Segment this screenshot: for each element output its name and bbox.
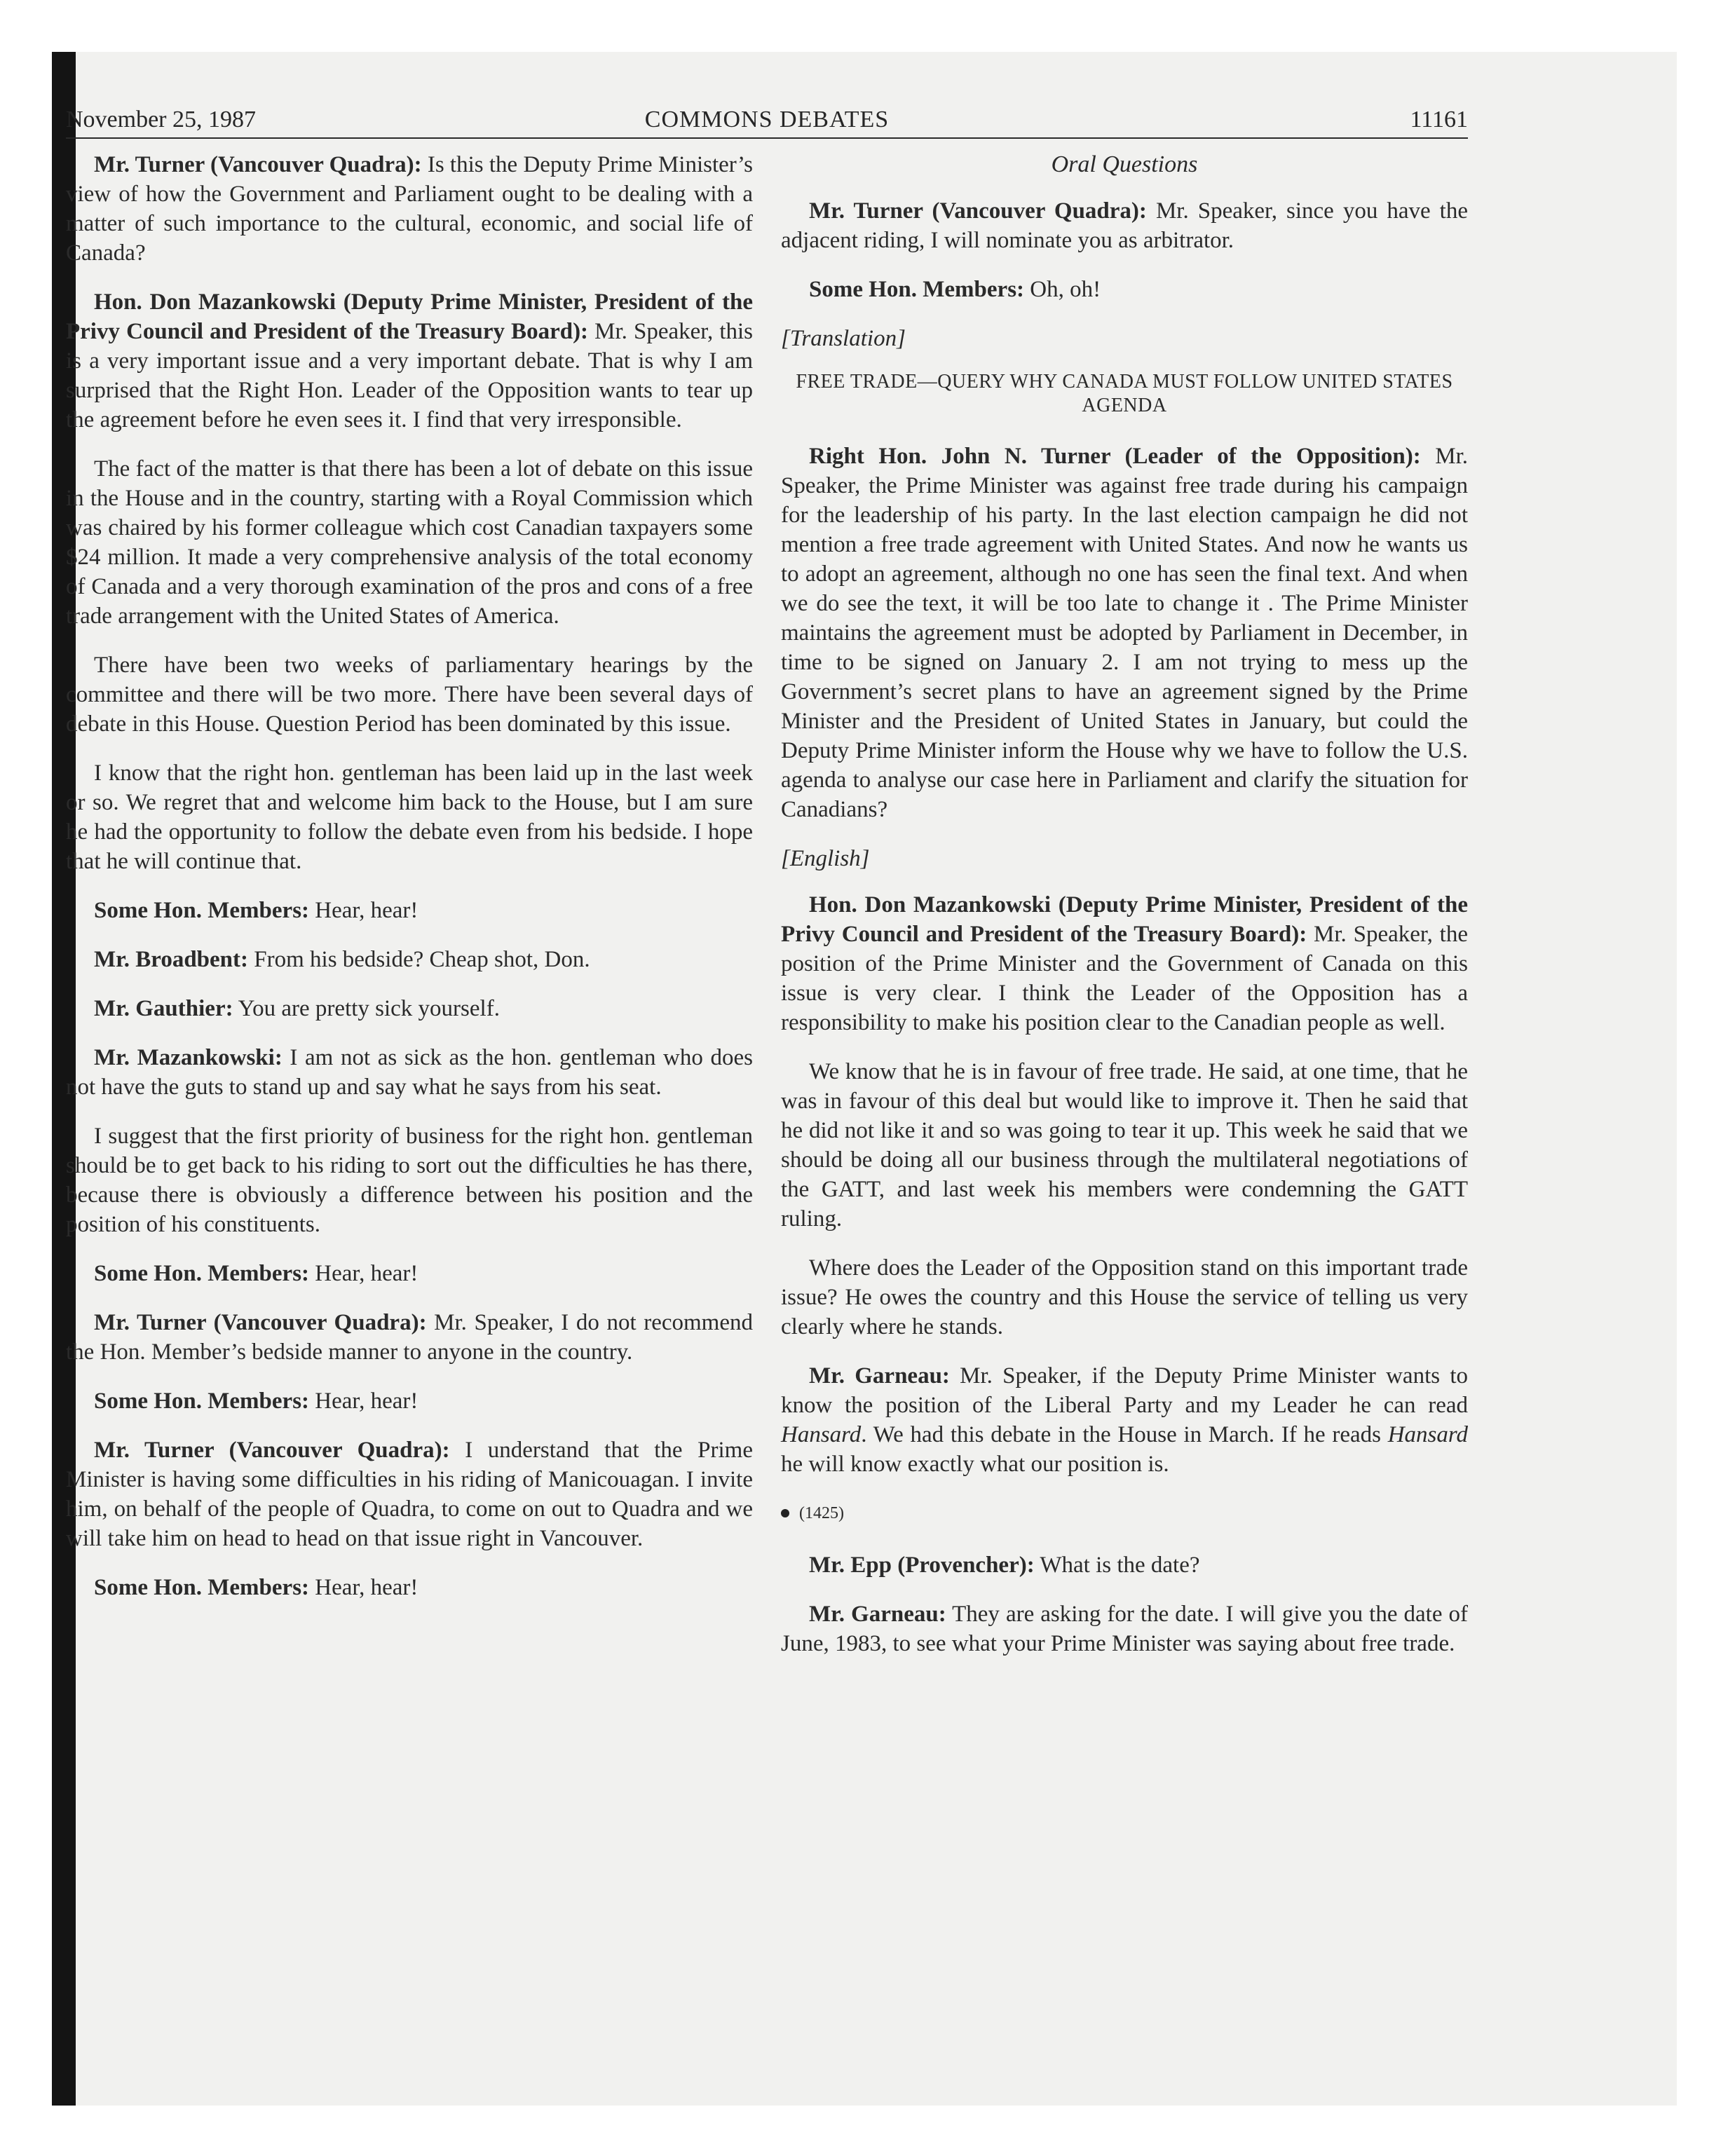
paragraph xyxy=(66,1043,753,1102)
speech: The fact of the matter is that there has been a lot of debate on this issue in the House and in the country, starting with a Royal Commission which was chaired by his former colleague which cost Canadian taxpayers some $24 million. It made a very comprehensive analysis of the total economy of Canada and a very thorough examination of the pros and cons of a free trade arrangement with the United States of America. xyxy=(66,456,753,629)
paragraph xyxy=(66,454,753,631)
speech: I suggest that the first priority of business for the right hon. gentleman should be to get back to his riding to sort out the difficulties he has there, because there is obviously a difference between his position and the position of his constituents. xyxy=(66,1124,753,1237)
paragraph xyxy=(66,1435,753,1553)
speech: Where does the Leader of the Opposition stand on this important trade issue? He owes the country and this House the service of telling us very clearly where he stands. xyxy=(781,1255,1468,1339)
paragraph xyxy=(781,442,1468,824)
speaker: Mr. Garneau: xyxy=(809,1363,950,1389)
paragraph xyxy=(781,890,1468,1037)
time-marker xyxy=(781,1499,1468,1528)
section-heading: Oral Questions xyxy=(1051,151,1198,177)
paragraph xyxy=(66,758,753,876)
paragraph xyxy=(66,650,753,739)
paragraph xyxy=(66,945,753,974)
paragraph xyxy=(66,1386,753,1416)
speaker: Mr. Turner (Vancouver Quadra): xyxy=(94,1310,427,1335)
speaker: Hon. Don Mazankowski (Deputy Prime Minister, President of the Privy Council and President of the Treasury Board): xyxy=(781,892,1468,947)
speech: There have been two weeks of parliamentary hearings by the committee and there will be two more. There have been several days of debate in this House. Question Period has been dominated by this issue. xyxy=(66,653,753,737)
speech: We know that he is in favour of free trade. He said, at one time, that he was in favour of this deal but would like to improve it. Then he said that he did not like it and so was going to tear it up. This week he said that we should be doing all our business through the multilateral negotiations of the GATT, and last week his members were condemning the GATT ruling. xyxy=(781,1059,1468,1231)
header-rule xyxy=(66,137,1468,139)
speech: Hear, hear! xyxy=(309,1261,419,1286)
speech: Mr. Speaker, this is a very important issue and a very important debate. That is why I am surprised that the Right Hon. Leader of the Opposition wants to tear up the agreement before he even sees it. I find that very irresponsible. xyxy=(66,319,754,432)
speaker: Some Hon. Members: xyxy=(94,1261,310,1286)
paragraph xyxy=(66,1573,753,1602)
paragraph xyxy=(66,1308,753,1367)
speaker: Right Hon. John N. Turner (Leader of the Opposition): xyxy=(809,444,1421,469)
speaker: Some Hon. Members: xyxy=(809,277,1025,302)
paragraph xyxy=(781,275,1468,304)
speech: From his bedside? Cheap shot, Don. xyxy=(248,947,590,972)
time-stamp: (1425) xyxy=(799,1504,844,1522)
speech: Mr. Speaker, the Prime Minister was against free trade during his campaign for the leadership of his party. In the last election campaign he did not mention a free trade agreement with United States. And now he wants us to adopt an agreement, although no one has seen the final text. And when we do see the text, it will be too late to change it . The Prime Minister maintains the agreement must be adopted by Parliament in December, in time to be signed on January 2. I am not trying to mess up the Government’s secret plans to have an agreement signed by the Prime Minister and the President of United States in January, but could the Deputy Prime Minister inform the House why we have to follow the U.S. agenda to analyse our case here in Parliament and clarify the situation for Canadians? xyxy=(781,444,1469,822)
subject-heading: FREE TRADE—QUERY WHY CANADA MUST FOLLOW UNITED STATES AGENDA xyxy=(796,371,1453,416)
speech: Mr. Speaker, I do not recommend the Hon. Member’s bedside manner to anyone in the country. xyxy=(66,1310,753,1365)
speaker: Mr. Turner (Vancouver Quadra): xyxy=(809,198,1147,224)
speech: I understand that the Prime Minister is having some difficulties in his riding of Manicouagan. I invite him, on behalf of the people of Quadra, to come on out to Quadra and we will take him on head to head on that issue right in Vancouver. xyxy=(66,1438,753,1551)
english-tag: [English] xyxy=(781,846,870,871)
header-date: November 25, 1987 xyxy=(66,107,257,132)
speech: I am not as sick as the hon. gentleman who does not have the guts to stand up and say what he says from his seat. xyxy=(66,1045,753,1100)
speech: Is this the Deputy Prime Minister’s view of how the Government and Parliament ought to be dealing with a matter of such importance to the cultural, economic, and social life of Canada? xyxy=(66,152,753,266)
bullet-icon xyxy=(781,1509,789,1517)
paragraph xyxy=(781,196,1468,255)
speech: Hear, hear! xyxy=(309,898,419,923)
speaker: Mr. Turner (Vancouver Quadra): xyxy=(94,152,422,177)
paragraph xyxy=(66,287,753,435)
speech: You are pretty sick yourself. xyxy=(233,996,500,1021)
speech: They are asking for the date. I will give you the date of June, 1983, to see what your Prime Minister was saying about free trade. xyxy=(781,1602,1468,1656)
speech: What is the date? xyxy=(1034,1553,1200,1578)
header-title: COMMONS DEBATES xyxy=(644,107,890,132)
right-column xyxy=(781,150,1468,1678)
speech: Hear, hear! xyxy=(309,1389,419,1414)
speech: Mr. Speaker, since you have the adjacent riding, I will nominate you as arbitrator. xyxy=(781,198,1469,253)
speech: he will know exactly what our position is. xyxy=(781,1452,1169,1477)
paragraph xyxy=(66,994,753,1023)
speech: Hear, hear! xyxy=(309,1575,419,1600)
speaker: Hon. Don Mazankowski (Deputy Prime Minister, President of the Privy Council and President of the Treasury Board): xyxy=(66,289,753,344)
speaker: Some Hon. Members: xyxy=(94,1575,310,1600)
speech: Oh, oh! xyxy=(1024,277,1101,302)
paragraph xyxy=(66,1259,753,1288)
paragraph xyxy=(66,1121,753,1239)
paragraph xyxy=(781,1253,1468,1342)
speaker: Mr. Garneau: xyxy=(809,1602,946,1627)
speaker: Mr. Gauthier: xyxy=(94,996,233,1021)
speaker: Some Hon. Members: xyxy=(94,1389,310,1414)
hansard-title: Hansard xyxy=(781,1422,862,1447)
hansard-title: Hansard xyxy=(1387,1422,1468,1447)
speech: I know that the right hon. gentleman has been laid up in the last week or so. We regret that and welcome him back to the House, but I am sure he had the opportunity to follow the debate even from his bedside. I hope that he will continue that. xyxy=(66,760,753,874)
paragraph xyxy=(66,896,753,925)
paragraph xyxy=(781,1550,1468,1580)
paragraph xyxy=(781,1057,1468,1234)
speaker: Mr. Mazankowski: xyxy=(94,1045,283,1070)
speaker: Mr. Broadbent: xyxy=(94,947,249,972)
paragraph xyxy=(781,1361,1468,1479)
paragraph xyxy=(66,150,753,268)
speaker: Mr. Epp (Provencher): xyxy=(809,1553,1035,1578)
speaker: Some Hon. Members: xyxy=(94,898,310,923)
page-number: 11161 xyxy=(1410,107,1468,132)
translation-tag: [Translation] xyxy=(781,326,906,351)
page-header xyxy=(66,107,1468,132)
speech: Mr. Speaker, the position of the Prime Minister and the Government of Canada on this issue is very clear. I think the Leader of the Opposition has a responsibility to make his position clear to the Canadian people as well. xyxy=(781,922,1468,1035)
speech: Mr. Speaker, if the Deputy Prime Minister wants to know the position of the Liberal Party and my Leader he can read xyxy=(781,1363,1468,1418)
speaker: Mr. Turner (Vancouver Quadra): xyxy=(94,1438,450,1463)
paragraph xyxy=(781,1599,1468,1658)
left-column xyxy=(66,150,753,1622)
speech: . We had this debate in the House in March. If he reads xyxy=(861,1422,1388,1447)
